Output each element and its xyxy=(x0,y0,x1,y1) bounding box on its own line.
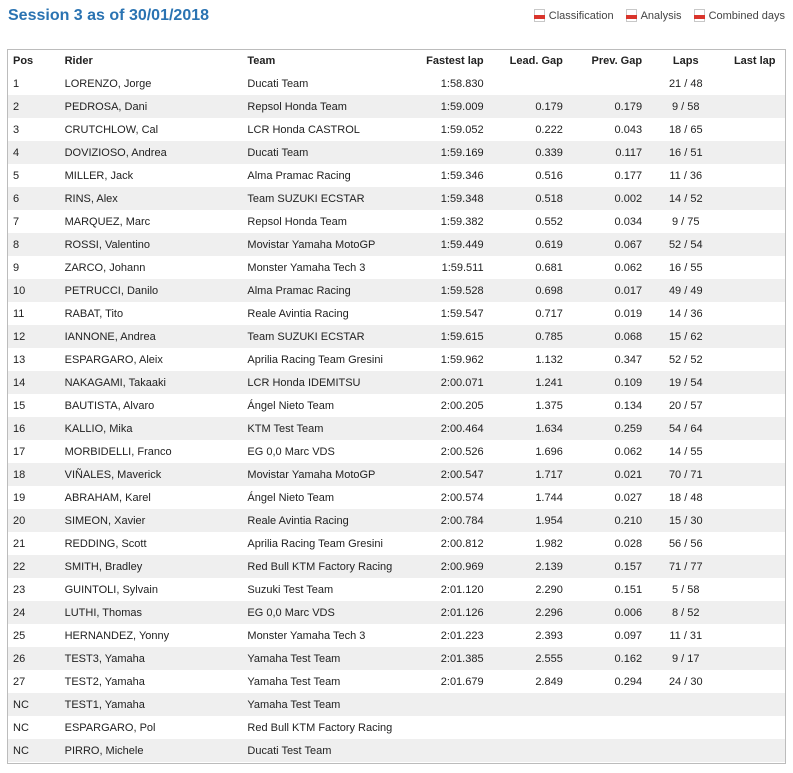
cell-last-lap xyxy=(724,141,785,164)
cell-fastest-lap: 2:00.812 xyxy=(440,537,484,550)
cell-team: Yamaha Test Team xyxy=(242,647,397,670)
cell-laps: 24 / 30 xyxy=(668,675,703,688)
table-row xyxy=(8,532,785,555)
cell-rider: ABRAHAM, Karel xyxy=(64,491,151,504)
cell-pos: 10 xyxy=(8,279,60,302)
table-row xyxy=(8,716,785,739)
cell-fastest-lap: 2:01.223 xyxy=(440,629,484,642)
cell-laps: 21 / 48 xyxy=(668,77,703,90)
combined-days-link-label: Combined days xyxy=(708,9,785,22)
column-header-lead-gap: Lead. Gap xyxy=(509,55,563,67)
cell-team: Ducati Team xyxy=(247,77,309,90)
cell-rider: CRUTCHLOW, Cal xyxy=(64,123,159,136)
cell-laps: 9 / 17 xyxy=(647,647,724,670)
cell-pos: 15 xyxy=(13,399,26,412)
cell-lead-gap: 1.696 xyxy=(535,445,563,458)
cell-fastest-lap: 2:01.385 xyxy=(397,647,488,670)
cell-pos: 17 xyxy=(13,445,26,458)
cell-fastest-lap: 1:59.346 xyxy=(440,169,484,182)
cell-pos: 13 xyxy=(13,353,26,366)
cell-laps: 52 / 54 xyxy=(647,233,724,256)
cell-lead-gap: 2.296 xyxy=(489,601,568,624)
cell-prev-gap: 0.151 xyxy=(614,583,643,596)
cell-lead-gap: 0.516 xyxy=(535,169,563,182)
cell-rider: ROSSI, Valentino xyxy=(60,233,243,256)
cell-rider: TEST3, Yamaha xyxy=(60,647,243,670)
cell-prev-gap: 0.259 xyxy=(568,417,647,440)
cell-rider: TEST2, Yamaha xyxy=(64,675,145,688)
cell-team: Aprilia Racing Team Gresini xyxy=(247,537,383,550)
table-row xyxy=(8,647,785,670)
table-row xyxy=(8,578,785,601)
cell-pos: 14 xyxy=(8,371,60,394)
cell-lead-gap: 2.290 xyxy=(535,583,563,596)
cell-rider: GUINTOLI, Sylvain xyxy=(64,583,158,596)
cell-prev-gap: 0.062 xyxy=(614,445,643,458)
cell-rider: KALLIO, Mika xyxy=(60,417,243,440)
cell-team: Suzuki Test Team xyxy=(247,583,334,596)
cell-fastest-lap: 2:00.574 xyxy=(440,491,484,504)
cell-rider: RINS, Alex xyxy=(60,187,243,210)
cell-last-lap xyxy=(724,210,785,233)
cell-team: Yamaha Test Team xyxy=(242,693,397,716)
cell-pos: 8 xyxy=(8,233,60,256)
cell-last-lap xyxy=(724,463,785,486)
table-row xyxy=(8,509,785,532)
cell-fastest-lap: 2:00.547 xyxy=(397,463,488,486)
cell-fastest-lap: 2:01.120 xyxy=(440,583,484,596)
cell-last-lap xyxy=(724,693,785,716)
table-row xyxy=(8,739,785,762)
table-row xyxy=(8,463,785,486)
cell-pos: 27 xyxy=(13,675,26,688)
table-row xyxy=(8,233,785,256)
cell-last-lap xyxy=(724,233,785,256)
table-row xyxy=(8,394,785,417)
cell-fastest-lap: 1:59.382 xyxy=(440,215,484,228)
cell-laps xyxy=(647,739,724,762)
cell-lead-gap: 1.375 xyxy=(535,399,563,412)
cell-fastest-lap: 1:58.830 xyxy=(440,77,484,90)
cell-fastest-lap: 2:00.969 xyxy=(397,555,488,578)
cell-fastest-lap xyxy=(397,739,488,762)
cell-pos: 6 xyxy=(8,187,60,210)
results-table xyxy=(8,50,785,762)
cell-prev-gap: 0.017 xyxy=(568,279,647,302)
cell-prev-gap: 0.006 xyxy=(568,601,647,624)
cell-prev-gap: 0.027 xyxy=(614,491,643,504)
cell-last-lap xyxy=(724,555,785,578)
column-header-rider: Rider xyxy=(64,55,93,67)
cell-prev-gap xyxy=(568,739,647,762)
cell-pos: 22 xyxy=(8,555,60,578)
table-row xyxy=(8,624,785,647)
results-table-container xyxy=(7,49,786,764)
cell-prev-gap: 0.002 xyxy=(568,187,647,210)
cell-lead-gap: 2.139 xyxy=(489,555,568,578)
table-row xyxy=(8,371,785,394)
cell-team: Red Bull KTM Factory Racing xyxy=(242,555,397,578)
cell-last-lap xyxy=(724,118,785,141)
table-row xyxy=(8,601,785,624)
cell-lead-gap xyxy=(489,739,568,762)
cell-last-lap xyxy=(724,371,785,394)
cell-team: Movistar Yamaha MotoGP xyxy=(242,463,397,486)
cell-prev-gap: 0.019 xyxy=(614,307,643,320)
cell-prev-gap: 0.177 xyxy=(614,169,643,182)
cell-prev-gap: 0.210 xyxy=(568,509,647,532)
cell-last-lap xyxy=(724,670,785,693)
table-row xyxy=(8,670,785,693)
cell-last-lap xyxy=(724,187,785,210)
cell-laps: 14 / 52 xyxy=(647,187,724,210)
table-row xyxy=(8,302,785,325)
cell-rider: REDDING, Scott xyxy=(64,537,147,550)
report-links xyxy=(534,9,785,22)
cell-pos: 3 xyxy=(13,123,20,136)
cell-rider: DOVIZIOSO, Andrea xyxy=(60,141,243,164)
cell-prev-gap xyxy=(568,72,647,95)
table-row xyxy=(8,256,785,279)
cell-lead-gap: 0.339 xyxy=(489,141,568,164)
cell-lead-gap: 0.698 xyxy=(489,279,568,302)
cell-pos: 19 xyxy=(13,491,26,504)
cell-fastest-lap: 1:59.615 xyxy=(397,325,488,348)
cell-last-lap xyxy=(724,302,785,325)
cell-team: Team SUZUKI ECSTAR xyxy=(242,187,397,210)
column-header-pos: Pos xyxy=(13,55,34,67)
cell-last-lap xyxy=(724,716,785,739)
cell-last-lap xyxy=(724,578,785,601)
cell-prev-gap: 0.021 xyxy=(568,463,647,486)
cell-prev-gap: 0.067 xyxy=(568,233,647,256)
table-row xyxy=(8,486,785,509)
cell-last-lap xyxy=(724,532,785,555)
cell-team: Alma Pramac Racing xyxy=(247,169,351,182)
classification-link[interactable] xyxy=(534,9,614,22)
cell-pos: 12 xyxy=(8,325,60,348)
cell-rider: MARQUEZ, Marc xyxy=(64,215,151,228)
cell-lead-gap: 1.982 xyxy=(535,537,563,550)
cell-rider: VIÑALES, Maverick xyxy=(60,463,243,486)
cell-rider: ESPARGARO, Aleix xyxy=(64,353,163,366)
cell-rider: IANNONE, Andrea xyxy=(60,325,243,348)
cell-prev-gap: 0.134 xyxy=(614,399,643,412)
cell-fastest-lap: 2:01.679 xyxy=(440,675,484,688)
combined-days-link[interactable] xyxy=(694,9,785,22)
cell-prev-gap xyxy=(568,693,647,716)
cell-laps: 49 / 49 xyxy=(647,279,724,302)
cell-fastest-lap: 2:01.126 xyxy=(397,601,488,624)
cell-rider: ZARCO, Johann xyxy=(64,261,146,274)
table-row xyxy=(8,72,785,95)
cell-prev-gap: 0.068 xyxy=(568,325,647,348)
cell-lead-gap: 0.552 xyxy=(535,215,563,228)
cell-rider: PIRRO, Michele xyxy=(60,739,243,762)
cell-laps: 11 / 36 xyxy=(669,169,703,182)
cell-laps: 11 / 31 xyxy=(669,629,703,642)
cell-last-lap xyxy=(724,95,785,118)
table-row xyxy=(8,325,785,348)
cell-last-lap xyxy=(724,624,785,647)
cell-pos: 16 xyxy=(8,417,60,440)
cell-pos: 4 xyxy=(8,141,60,164)
cell-laps: 71 / 77 xyxy=(647,555,724,578)
cell-laps xyxy=(647,693,724,716)
cell-laps: 15 / 30 xyxy=(647,509,724,532)
cell-prev-gap xyxy=(568,716,647,739)
cell-lead-gap: 2.393 xyxy=(535,629,563,642)
column-header-laps: Laps xyxy=(672,55,699,67)
cell-laps: 18 / 48 xyxy=(668,491,703,504)
cell-last-lap xyxy=(724,325,785,348)
cell-rider: SMITH, Bradley xyxy=(60,555,243,578)
cell-team: Repsol Honda Team xyxy=(242,95,397,118)
cell-pos: 24 xyxy=(8,601,60,624)
cell-team: Monster Yamaha Tech 3 xyxy=(247,261,366,274)
cell-team: Ducati Test Team xyxy=(242,739,397,762)
table-row xyxy=(8,440,785,463)
cell-team: EG 0,0 Marc VDS xyxy=(247,445,335,458)
cell-team: Monster Yamaha Tech 3 xyxy=(247,629,366,642)
cell-lead-gap: 1.132 xyxy=(535,353,563,366)
cell-pos: 2 xyxy=(8,95,60,118)
cell-pos: 25 xyxy=(13,629,26,642)
classification-link-label: Classification xyxy=(548,9,614,22)
pdf-icon xyxy=(534,9,545,22)
cell-rider: ESPARGARO, Pol xyxy=(64,721,156,734)
cell-team: Reale Avintia Racing xyxy=(247,307,349,320)
cell-fastest-lap: 1:59.528 xyxy=(397,279,488,302)
cell-laps: 5 / 58 xyxy=(672,583,700,596)
cell-lead-gap: 1.717 xyxy=(489,463,568,486)
cell-laps: 19 / 54 xyxy=(647,371,724,394)
cell-rider: MORBIDELLI, Franco xyxy=(64,445,172,458)
cell-fastest-lap: 1:59.052 xyxy=(440,123,484,136)
table-row xyxy=(8,164,785,187)
cell-prev-gap: 0.117 xyxy=(568,141,647,164)
table-row xyxy=(8,118,785,141)
cell-team: Team SUZUKI ECSTAR xyxy=(242,325,397,348)
cell-prev-gap: 0.162 xyxy=(568,647,647,670)
cell-lead-gap: 1.744 xyxy=(535,491,563,504)
analysis-link[interactable] xyxy=(626,9,682,22)
cell-pos: 20 xyxy=(8,509,60,532)
cell-pos: 26 xyxy=(8,647,60,670)
cell-prev-gap: 0.043 xyxy=(614,123,643,136)
cell-prev-gap: 0.109 xyxy=(568,371,647,394)
table-row xyxy=(8,95,785,118)
cell-laps: 15 / 62 xyxy=(647,325,724,348)
cell-laps: 18 / 65 xyxy=(668,123,703,136)
cell-fastest-lap: 1:59.511 xyxy=(441,261,484,274)
column-header-prev-gap: Prev. Gap xyxy=(591,55,643,67)
cell-lead-gap xyxy=(489,72,568,95)
cell-laps: 9 / 75 xyxy=(672,215,700,228)
column-header-last-lap: Last lap xyxy=(733,55,776,67)
cell-last-lap xyxy=(724,164,785,187)
cell-team: Reale Avintia Racing xyxy=(242,509,397,532)
cell-lead-gap: 0.681 xyxy=(535,261,563,274)
cell-last-lap xyxy=(724,417,785,440)
cell-rider: MILLER, Jack xyxy=(64,169,134,182)
cell-laps: 56 / 56 xyxy=(668,537,703,550)
cell-laps: 70 / 71 xyxy=(647,463,724,486)
cell-prev-gap: 0.097 xyxy=(614,629,643,642)
cell-team: Ángel Nieto Team xyxy=(247,491,335,504)
cell-pos: 18 xyxy=(8,463,60,486)
cell-last-lap xyxy=(724,348,785,371)
cell-rider: NAKAGAMI, Takaaki xyxy=(60,371,243,394)
table-row xyxy=(8,279,785,302)
cell-team: Yamaha Test Team xyxy=(247,675,341,688)
cell-pos: 23 xyxy=(13,583,26,596)
cell-lead-gap xyxy=(489,716,568,739)
cell-pos: 7 xyxy=(13,215,20,228)
cell-laps: 54 / 64 xyxy=(647,417,724,440)
cell-prev-gap: 0.179 xyxy=(568,95,647,118)
cell-last-lap xyxy=(724,72,785,95)
cell-fastest-lap: 2:00.205 xyxy=(440,399,484,412)
cell-lead-gap: 1.634 xyxy=(489,417,568,440)
cell-pos: NC xyxy=(8,739,60,762)
table-row xyxy=(8,210,785,233)
analysis-link-label: Analysis xyxy=(640,9,682,22)
cell-laps: 16 / 51 xyxy=(647,141,724,164)
table-row xyxy=(8,693,785,716)
cell-laps: 8 / 52 xyxy=(647,601,724,624)
cell-last-lap xyxy=(724,601,785,624)
cell-last-lap xyxy=(724,647,785,670)
cell-laps xyxy=(647,716,724,739)
pdf-icon xyxy=(694,9,705,22)
cell-rider: LUTHI, Thomas xyxy=(60,601,243,624)
cell-fastest-lap: 2:00.784 xyxy=(397,509,488,532)
cell-pos: 1 xyxy=(13,77,20,90)
cell-laps: 52 / 52 xyxy=(668,353,703,366)
pdf-icon xyxy=(626,9,637,22)
cell-rider: PETRUCCI, Danilo xyxy=(60,279,243,302)
cell-lead-gap xyxy=(489,693,568,716)
table-row xyxy=(8,555,785,578)
cell-team: Movistar Yamaha MotoGP xyxy=(242,233,397,256)
cell-fastest-lap: 1:59.009 xyxy=(397,95,488,118)
cell-team: Aprilia Racing Team Gresini xyxy=(247,353,383,366)
cell-last-lap xyxy=(724,279,785,302)
cell-team: Red Bull KTM Factory Racing xyxy=(247,721,393,734)
cell-rider: RABAT, Tito xyxy=(64,307,124,320)
column-header-team: Team xyxy=(247,55,276,67)
cell-rider: LORENZO, Jorge xyxy=(64,77,152,90)
cell-team: LCR Honda CASTROL xyxy=(247,123,360,136)
table-row xyxy=(8,348,785,371)
cell-prev-gap: 0.028 xyxy=(614,537,643,550)
table-header-row xyxy=(8,50,785,72)
column-header-fastest-lap: Fastest lap xyxy=(426,55,484,67)
cell-pos: NC xyxy=(8,693,60,716)
cell-last-lap xyxy=(724,486,785,509)
page-title: Session 3 as of 30/01/2018 xyxy=(8,7,210,24)
cell-rider: BAUTISTA, Alvaro xyxy=(64,399,155,412)
cell-lead-gap: 0.518 xyxy=(489,187,568,210)
cell-team: LCR Honda IDEMITSU xyxy=(242,371,397,394)
cell-fastest-lap: 1:59.547 xyxy=(440,307,484,320)
cell-laps: 14 / 36 xyxy=(668,307,703,320)
cell-prev-gap: 0.347 xyxy=(614,353,643,366)
cell-lead-gap: 0.717 xyxy=(535,307,563,320)
cell-team: Alma Pramac Racing xyxy=(242,279,397,302)
cell-lead-gap: 0.785 xyxy=(489,325,568,348)
cell-lead-gap: 1.241 xyxy=(489,371,568,394)
cell-fastest-lap: 2:00.526 xyxy=(440,445,484,458)
cell-lead-gap: 0.179 xyxy=(489,95,568,118)
cell-prev-gap: 0.062 xyxy=(614,261,643,274)
cell-pos: 21 xyxy=(13,537,26,550)
cell-last-lap xyxy=(724,509,785,532)
cell-team: Ángel Nieto Team xyxy=(247,399,335,412)
cell-team: EG 0,0 Marc VDS xyxy=(242,601,397,624)
cell-pos: NC xyxy=(13,721,29,734)
cell-fastest-lap: 1:59.449 xyxy=(397,233,488,256)
cell-lead-gap: 0.222 xyxy=(535,123,563,136)
cell-fastest-lap: 2:00.071 xyxy=(397,371,488,394)
cell-pos: 11 xyxy=(13,307,25,320)
table-row xyxy=(8,417,785,440)
table-row xyxy=(8,141,785,164)
cell-laps: 20 / 57 xyxy=(668,399,703,412)
cell-fastest-lap: 1:59.962 xyxy=(440,353,484,366)
cell-laps: 9 / 58 xyxy=(647,95,724,118)
cell-fastest-lap xyxy=(397,716,488,739)
cell-last-lap xyxy=(724,256,785,279)
cell-prev-gap: 0.294 xyxy=(614,675,643,688)
cell-pos: 5 xyxy=(13,169,20,182)
cell-team: Ducati Team xyxy=(242,141,397,164)
cell-rider: PEDROSA, Dani xyxy=(60,95,243,118)
cell-rider: SIMEON, Xavier xyxy=(60,509,243,532)
cell-last-lap xyxy=(724,440,785,463)
cell-lead-gap: 2.555 xyxy=(489,647,568,670)
cell-laps: 14 / 55 xyxy=(668,445,703,458)
cell-fastest-lap: 1:59.348 xyxy=(397,187,488,210)
cell-lead-gap: 1.954 xyxy=(489,509,568,532)
table-row xyxy=(8,187,785,210)
cell-rider: TEST1, Yamaha xyxy=(60,693,243,716)
cell-fastest-lap: 1:59.169 xyxy=(397,141,488,164)
cell-lead-gap: 2.849 xyxy=(535,675,563,688)
cell-last-lap xyxy=(724,739,785,762)
cell-laps: 16 / 55 xyxy=(668,261,703,274)
cell-team: KTM Test Team xyxy=(242,417,397,440)
cell-fastest-lap xyxy=(397,693,488,716)
cell-prev-gap: 0.034 xyxy=(614,215,643,228)
cell-lead-gap: 0.619 xyxy=(489,233,568,256)
cell-team: Repsol Honda Team xyxy=(247,215,347,228)
cell-rider: HERNANDEZ, Yonny xyxy=(64,629,170,642)
cell-pos: 9 xyxy=(13,261,20,274)
cell-fastest-lap: 2:00.464 xyxy=(397,417,488,440)
cell-last-lap xyxy=(724,394,785,417)
cell-prev-gap: 0.157 xyxy=(568,555,647,578)
